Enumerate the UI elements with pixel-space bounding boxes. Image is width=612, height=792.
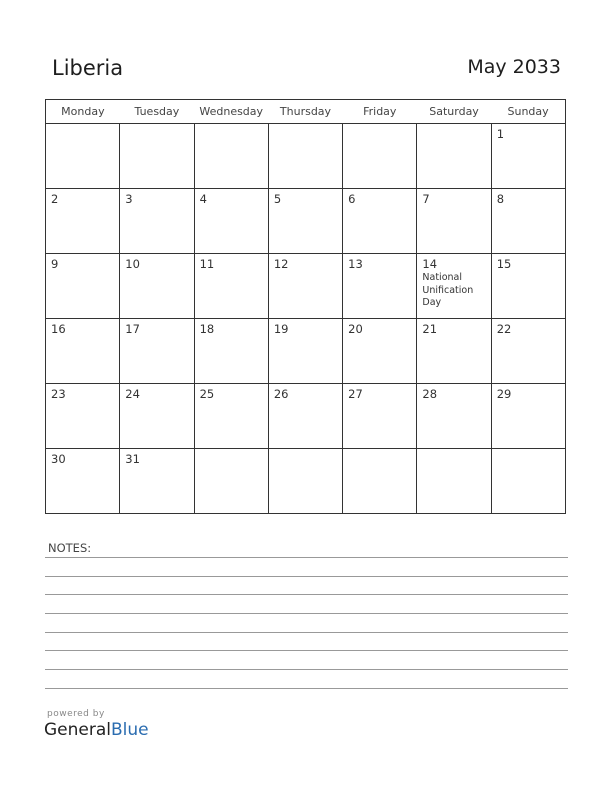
week-row — [46, 189, 566, 254]
day-number: 28 — [422, 387, 438, 401]
day-number — [195, 449, 268, 452]
day-number: 21 — [422, 322, 438, 336]
day-number: 1 — [496, 127, 505, 141]
day-cell — [46, 254, 120, 319]
day-number — [492, 449, 565, 452]
country-title: Liberia — [52, 56, 124, 80]
day-cell — [268, 319, 342, 384]
day-cell — [46, 384, 120, 449]
weekday-header-row — [46, 100, 566, 124]
day-cell — [120, 124, 194, 189]
day-cell — [120, 319, 194, 384]
day-number: 31 — [125, 452, 140, 466]
day-cell — [417, 319, 491, 384]
note-line — [45, 669, 568, 670]
day-cell — [491, 319, 565, 384]
day-number: 23 — [51, 387, 66, 401]
day-cell — [268, 384, 342, 449]
day-number: 8 — [496, 192, 505, 206]
day-number: 15 — [496, 257, 512, 271]
day-number — [269, 449, 342, 452]
day-number — [417, 124, 490, 127]
day-number: 17 — [125, 322, 140, 336]
month-year-title: May 2033 — [467, 56, 561, 78]
day-number: 16 — [51, 322, 66, 336]
day-cell — [343, 384, 417, 449]
day-cell — [268, 449, 342, 514]
day-cell — [491, 124, 565, 189]
day-cell — [343, 124, 417, 189]
note-line — [45, 576, 568, 577]
weekday-header: Sunday — [491, 100, 565, 124]
day-cell — [46, 319, 120, 384]
brand-name-part1: General — [44, 720, 111, 740]
day-cell — [268, 189, 342, 254]
day-cell — [194, 319, 268, 384]
week-row — [46, 319, 566, 384]
day-cell — [343, 254, 417, 319]
day-cell — [343, 449, 417, 514]
brand-logo — [44, 720, 149, 740]
day-number: 7 — [422, 192, 430, 206]
day-number: 20 — [348, 322, 363, 336]
day-number: 30 — [51, 452, 66, 466]
day-number: 6 — [348, 192, 356, 206]
day-number: 4 — [199, 192, 207, 206]
day-cell — [417, 189, 491, 254]
notes-label: NOTES: — [48, 541, 92, 555]
day-cell — [491, 384, 565, 449]
day-number: 29 — [496, 387, 512, 401]
week-row — [46, 449, 566, 514]
day-cell — [46, 189, 120, 254]
day-cell — [120, 384, 194, 449]
weekday-header: Monday — [46, 100, 120, 124]
day-cell — [417, 124, 491, 189]
day-number — [343, 449, 416, 452]
day-cell — [417, 254, 491, 319]
note-line — [45, 632, 568, 633]
day-cell — [194, 189, 268, 254]
day-number: 25 — [199, 387, 215, 401]
week-row — [46, 124, 566, 189]
day-number: 12 — [273, 257, 289, 271]
day-number: 3 — [125, 192, 133, 206]
day-cell — [120, 449, 194, 514]
day-number: 22 — [496, 322, 512, 336]
day-number: 24 — [125, 387, 140, 401]
day-number: 18 — [199, 322, 215, 336]
day-cell — [268, 124, 342, 189]
note-line — [45, 594, 568, 595]
day-number — [120, 124, 193, 127]
day-number: 14 — [422, 257, 438, 271]
day-cell — [194, 449, 268, 514]
day-cell — [343, 319, 417, 384]
note-line — [45, 613, 568, 614]
day-cell — [194, 254, 268, 319]
weekday-header: Wednesday — [194, 100, 268, 124]
day-number: 2 — [51, 192, 59, 206]
day-cell — [491, 189, 565, 254]
note-line — [45, 650, 568, 651]
weekday-header: Friday — [343, 100, 417, 124]
note-line — [45, 688, 568, 689]
day-number: 10 — [125, 257, 140, 271]
note-line — [45, 557, 568, 558]
holiday-label: National Unification Day — [422, 272, 474, 308]
powered-by-text: powered by — [47, 709, 105, 719]
day-cell — [120, 189, 194, 254]
day-number: 9 — [51, 257, 59, 271]
day-number: 13 — [348, 257, 363, 271]
day-number — [343, 124, 416, 127]
day-number: 5 — [273, 192, 282, 206]
brand-name-part2: Blue — [111, 720, 149, 740]
calendar-grid — [45, 99, 566, 514]
day-cell — [491, 254, 565, 319]
day-number: 27 — [348, 387, 363, 401]
day-cell — [120, 254, 194, 319]
day-cell — [343, 189, 417, 254]
day-cell — [194, 384, 268, 449]
day-number — [46, 124, 119, 127]
day-cell — [417, 449, 491, 514]
day-cell — [46, 449, 120, 514]
day-cell — [268, 254, 342, 319]
day-number — [269, 124, 342, 127]
weekday-header: Saturday — [417, 100, 491, 124]
day-number: 26 — [273, 387, 289, 401]
day-number: 19 — [273, 322, 289, 336]
day-number: 11 — [199, 257, 215, 271]
day-number — [417, 449, 490, 452]
weekday-header: Tuesday — [120, 100, 194, 124]
day-cell — [194, 124, 268, 189]
day-cell — [491, 449, 565, 514]
day-cell — [417, 384, 491, 449]
day-cell — [46, 124, 120, 189]
weekday-header: Thursday — [268, 100, 342, 124]
week-row — [46, 384, 566, 449]
day-number — [195, 124, 268, 127]
week-row — [46, 254, 566, 319]
